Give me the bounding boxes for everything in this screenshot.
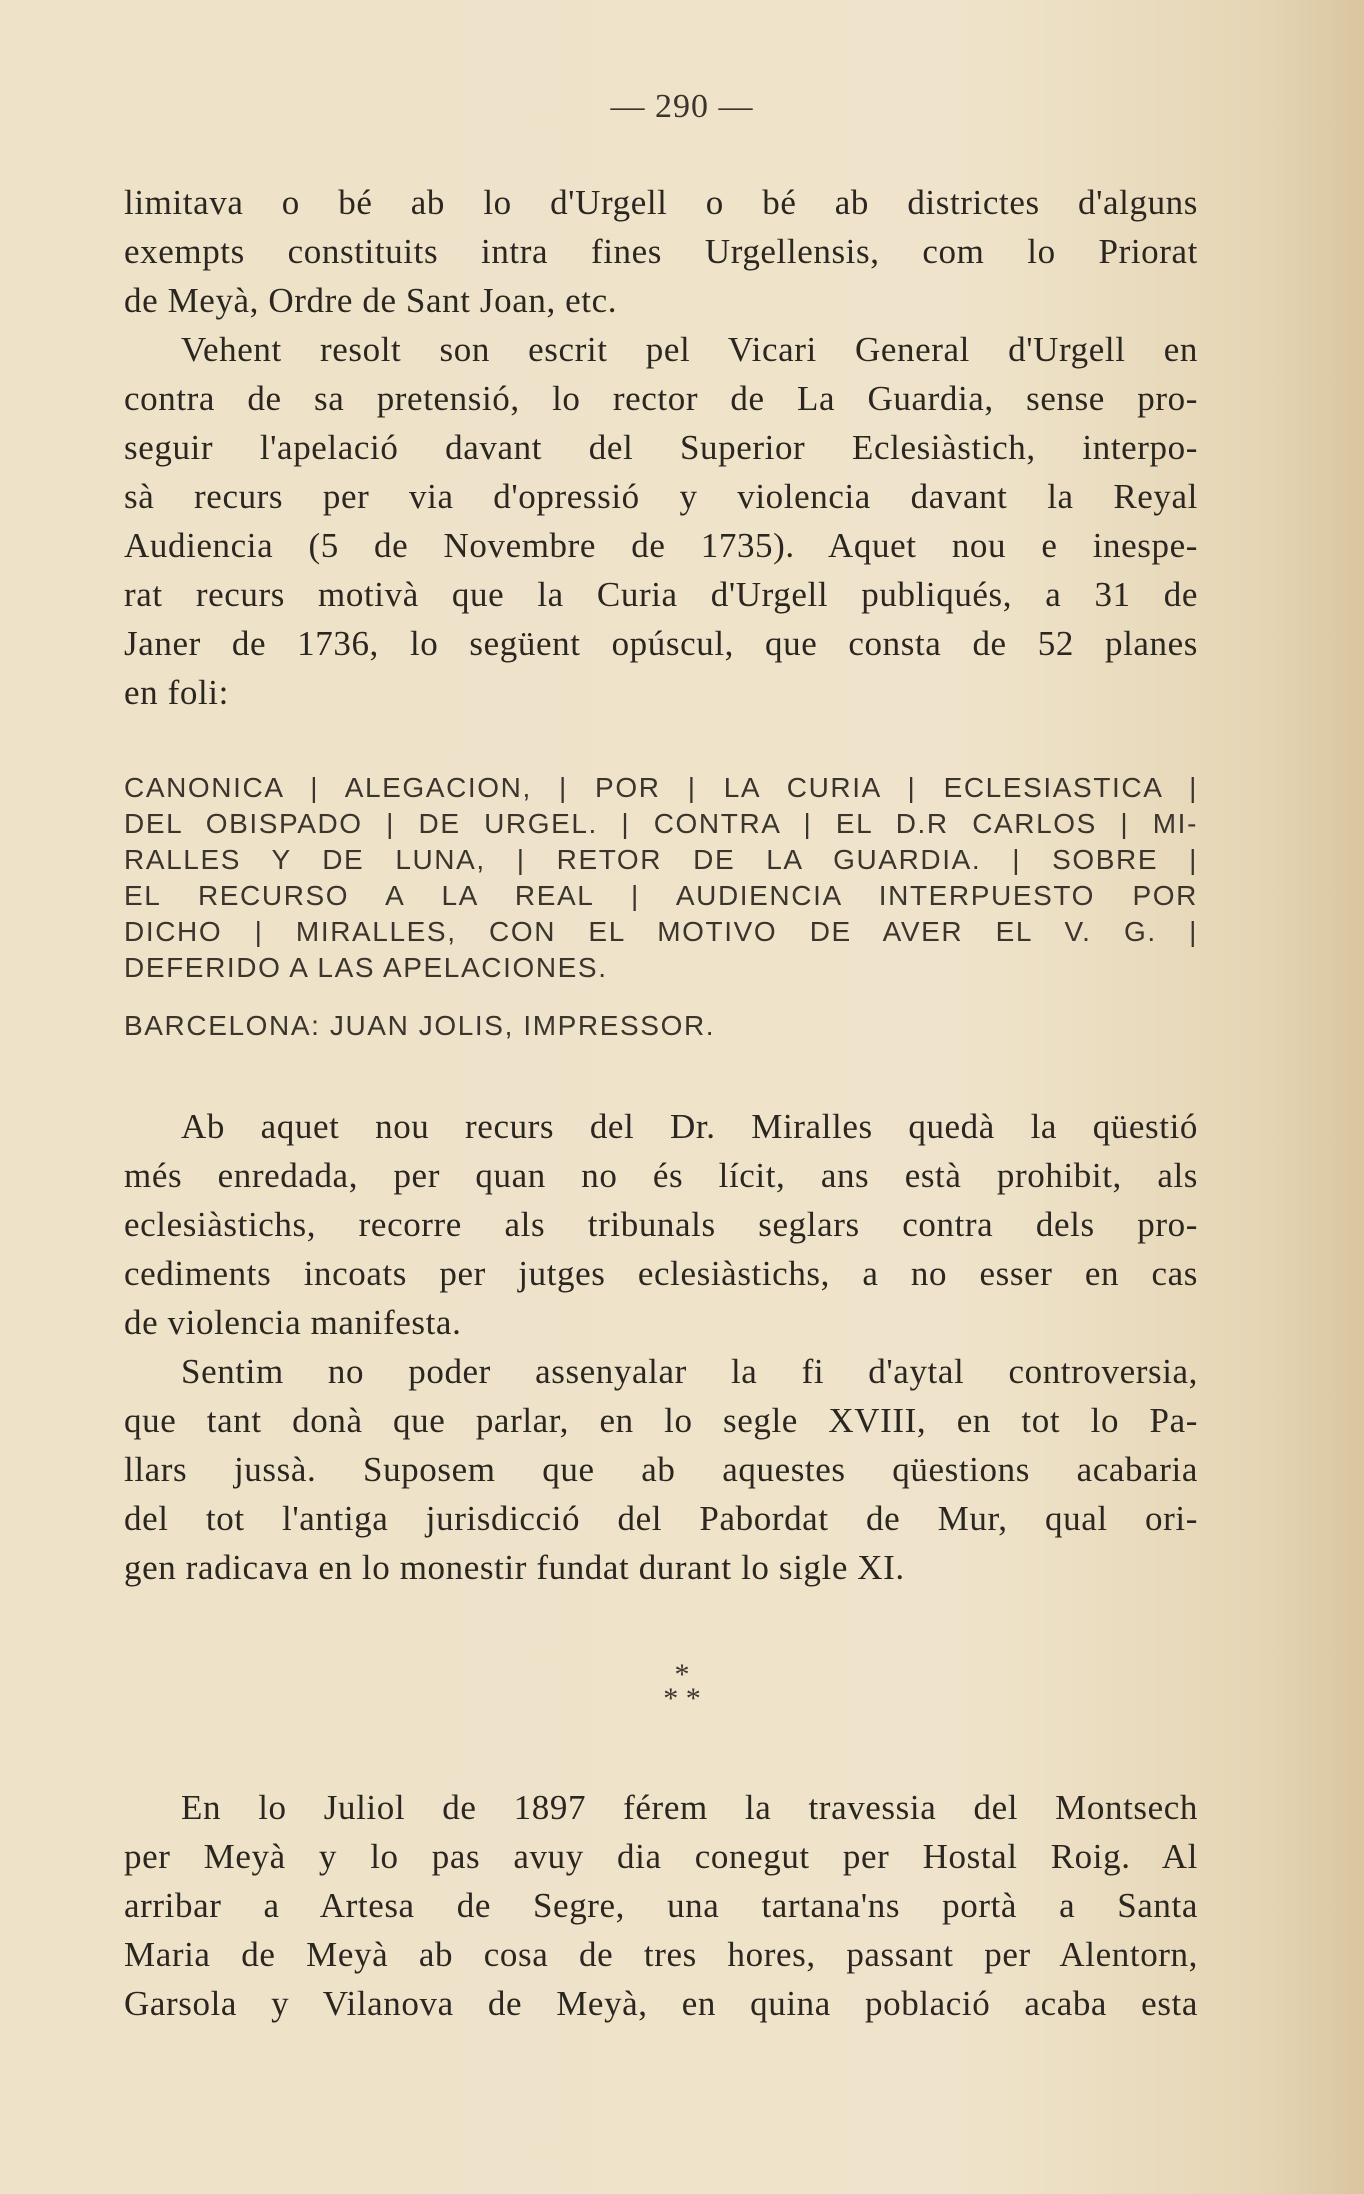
imprint-line: BARCELONA: JUAN JOLIS, IMPRESSOR. <box>124 1010 716 1041</box>
text-line: de violencia manifesta. <box>124 1303 462 1342</box>
text-line: que tant donà que parlar, en lo segle XVIII, en tot lo Pa- <box>124 1401 1198 1440</box>
text-line: eclesiàstichs, recorre als tribunals seglars contra dels pro- <box>124 1205 1198 1244</box>
text-line: en foli: <box>124 673 229 712</box>
text-line: En lo Juliol de 1897 férem la travessia del Montsech <box>181 1788 1198 1827</box>
text-line: Vehent resolt son escrit pel Vicari General d'Urgell en <box>181 330 1198 369</box>
text-line: de Meyà, Ordre de Sant Joan, etc. <box>124 281 618 320</box>
text-line: gen radicava en lo monestir fundat durant lo sigle XI. <box>124 1548 905 1587</box>
text-line: per Meyà y lo pas avuy dia conegut per Hostal Roig. Al <box>124 1837 1198 1876</box>
page-number: — 290 — <box>610 88 754 125</box>
title-line: RALLES Y DE LUNA, | RETOR DE LA GUARDIA. | SOBRE | <box>124 844 1198 875</box>
text-line: limitava o bé ab lo d'Urgell o bé ab districtes d'alguns <box>124 183 1198 222</box>
text-line: més enredada, per quan no és lícit, ans està prohibit, als <box>124 1156 1198 1195</box>
title-line: DICHO | MIRALLES, CON EL MOTIVO DE AVER EL V. G. | <box>124 916 1198 947</box>
title-line: DEFERIDO A LAS APELACIONES. <box>124 952 608 983</box>
text-line: llars jussà. Suposem que ab aquestes qüestions acabaria <box>124 1450 1198 1489</box>
text-line: Audiencia (5 de Novembre de 1735). Aquet nou e inespe- <box>124 526 1198 565</box>
title-line: CANONICA | ALEGACION, | POR | LA CURIA | ECLESIASTICA | <box>124 772 1198 803</box>
title-line: DEL OBISPADO | DE URGEL. | CONTRA | EL D.R CARLOS | MI- <box>124 808 1198 839</box>
asterisk-top: * <box>674 1658 690 1691</box>
text-line: Sentim no poder assenyalar la fi d'aytal controversia, <box>181 1352 1198 1391</box>
text-line: Ab aquet nou recurs del Dr. Miralles quedà la qüestió <box>181 1107 1198 1146</box>
asterisk-bottom: * * <box>663 1682 701 1715</box>
text-line: arribar a Artesa de Segre, una tartana'ns portà a Santa <box>124 1886 1198 1925</box>
text-line: cediments incoats per jutges eclesiàstichs, a no esser en cas <box>124 1254 1198 1293</box>
text-line: Maria de Meyà ab cosa de tres hores, passant per Alentorn, <box>124 1935 1198 1974</box>
title-line: EL RECURSO A LA REAL | AUDIENCIA INTERPUESTO POR <box>124 880 1198 911</box>
text-line: exempts constituits intra fines Urgellensis, com lo Priorat <box>124 232 1198 271</box>
text-line: Garsola y Vilanova de Meyà, en quina població acaba esta <box>124 1984 1198 2023</box>
text-line: rat recurs motivà que la Curia d'Urgell publiqués, a 31 de <box>124 575 1198 614</box>
text-line: contra de sa pretensió, lo rector de La Guardia, sense pro- <box>124 379 1198 418</box>
text-line: Janer de 1736, lo següent opúscul, que consta de 52 planes <box>124 624 1198 663</box>
text-line: del tot l'antiga jurisdicció del Pabordat de Mur, qual ori- <box>124 1499 1198 1538</box>
text-line: seguir l'apelació davant del Superior Eclesiàstich, interpo- <box>124 428 1198 467</box>
text-line: sà recurs per via d'opressió y violencia davant la Reyal <box>124 477 1198 516</box>
